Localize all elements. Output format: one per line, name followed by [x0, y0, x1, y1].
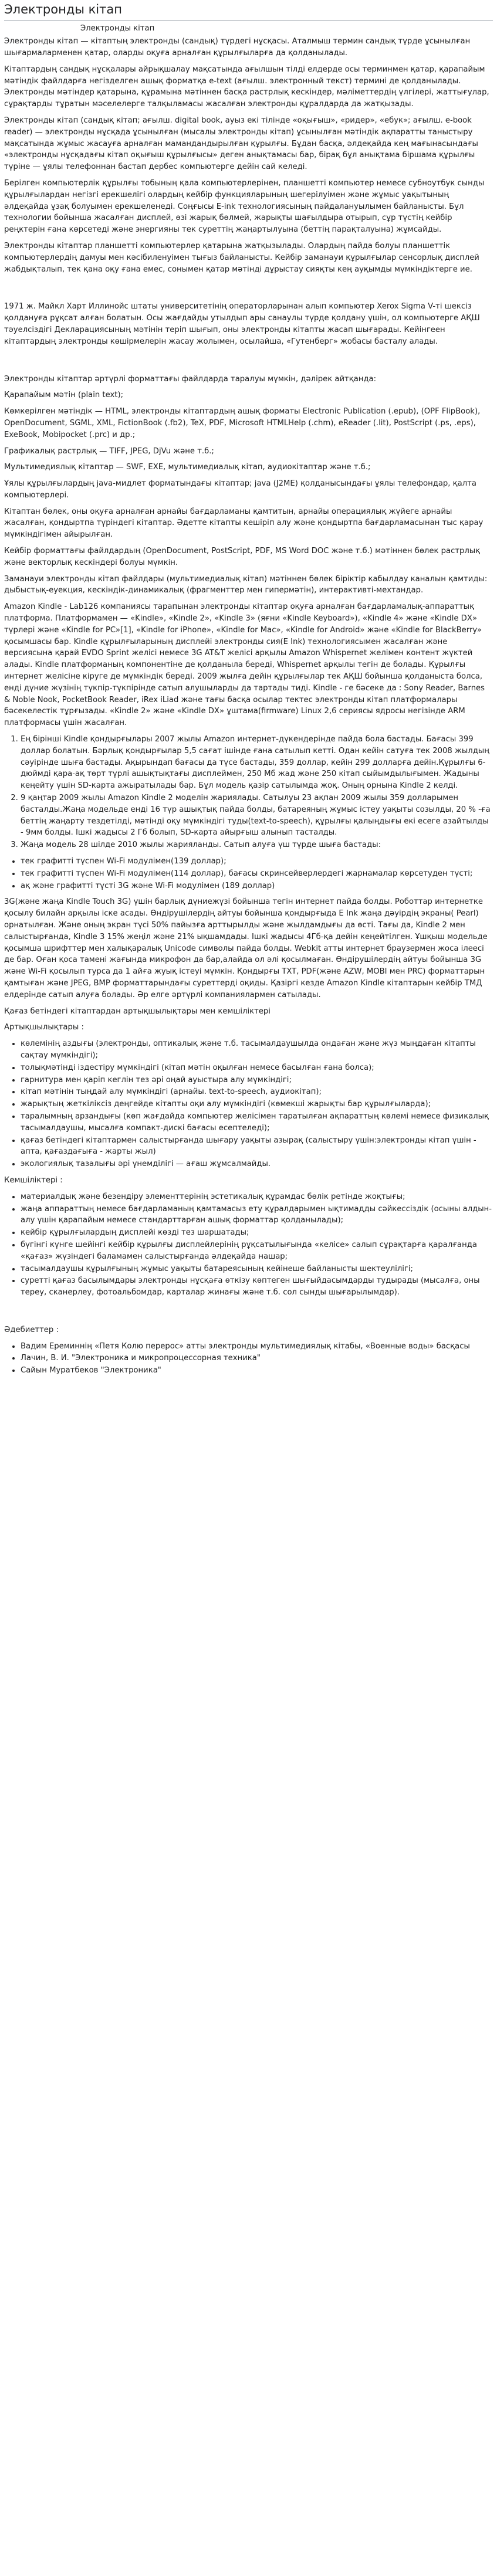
spacer — [4, 280, 493, 301]
history-paragraph: 1971 ж. Майкл Харт Иллинойс штаты университетінің операторларынан алып компьютер Xerox Sigma V-ті шексіз қолдануға рұқсат алған болатын. Осы жағдайды утылдып ары санаулы түрде қолдану үшін, ол компьютерге АҚШ тәуелсіздігі Декларациясының мәтінін теріп шығып, оны электронды кітапты жасап шығарады. Кейінгеен кітаптардың электронды көшірмелерін жасау жолымен, осылайша, «Гутенберг» жобасы басталу алады. — [4, 302, 480, 346]
page-subtitle: Электронды кітап — [80, 24, 155, 33]
kindle3-paragraph: 3G(және жаңа Kindle Touch 3G) үшін барлық дүниежүзі бойынша тегін интернет пайда болды. Роботтар интернетке қосылу билайн арқылы іске асады. Өндірушілердің айтуы бойынша қондырғыда E Ink жаңа дәуірдің экраны( Pearl) орнатылған. Және оның экран түсі 50% пайызға арттырылды және жылдамдығы да өсті. Тағы да, Kindle 2 мен салыстырғанда, Kindle 3 15% жеңіл және 21% ықшамдады. Ішкі жадысы 4Гб-қа дейін кеңейтілген. Ұшқыш модельде қосымша шрифттер мен халықаралық Unicode символы пайда болды. Webkit атты интернет браузермен жоса ілеесі де бар. Оған қоса тамені жағында микрофон да бар,алайда ол әлі қосылмаған. Өндірушілердің айтуы бойынша 3G және Wi-Fi қосылып турса да 1 айға жуық істеуі мүмкін. Қондырғы TXT, PDF(және AZW, MOBI мен PRC) форматтарын қамтыған және JPEG, BMP форматтарындағы суреттерді оқиды. Қазіргі кезде Amazon Kindle кітаптарын кейбір ТМД елдерінде сатып алуға болады. Әр елге әртүрлі компаниялармен сатылады. — [4, 897, 488, 999]
list-item: • бүгінгі күнге шейінгі кейбір құрылғы дисплейлерінің рұқсатылығында «келісе» салып сұрақтарға қаралғанда «қағаз» жүзіндегі баламамен салыстырғанда әлдеқайда нашар; — [21, 1239, 493, 1263]
intro-paragraph: Берілген компьютерлік құрылғы тобының қала компьютерлерінен, планшетті компьютер немесе субноутбук сынды құрылғылардан негізгі ерекшелігі олардың кейбір функцияларының шегерілуімен және жұмыс уақытының әлдеқайда ұзақ болуымен ерекшеленеді. Соңғысы E-ink технологиясының пайдалануылымен байланысты. Бұл технологии бойынша жасалған дисплей, өзі жарық бөлмей, жарықты шағылдыра отырып, сұр түстің кейбір реңктерін ғана көрсетеді және энергияны тек суреттің жаңартылуына (беттің парақталуына) жұмсайды. — [4, 178, 485, 235]
list-item: • кітап мәтінін тыңдай алу мүмкіндігі (арнайы. text-to-speech, аудиокітап); — [21, 1086, 493, 1098]
list-item: • экологиялық тазалығы әрі үнемділігі — ағаш жұмсалмайды. — [21, 1158, 493, 1170]
list-item: • Лачин, В. И. "Электроника и микропроцессорная техника" — [21, 1353, 493, 1364]
spacer — [4, 1303, 493, 1324]
page-title: Электронды кітап — [4, 0, 493, 21]
format-item: Графикалық растрлық — TIFF, JPEG, DjVu және т.б.; — [4, 446, 214, 456]
intro-paragraph: Электронды кітап — кітаптың электронды (сандық) түрдегі нұсқасы. Аталмыш термин сандық түрде ұсынылған шығармаларменен қатар, оларды оқуға арналған құрылғыларға да қолданылады. — [4, 37, 471, 57]
list-item: • тасымалдаушы құрылғының жұмыс уақыты батареяcының кейінеше байланысты шектеулілігі; — [21, 1263, 493, 1275]
body-paragraph: Заманауи электронды кітап файлдары (мультимедиалық кітап) мәтіннен бөлек біріктір кабылдау каналын қамтиды: дыбыстық-еуекция, кескіндік-динамикалық (фрагменттер мен гипермәтін), интерактивті-мехтандар. — [4, 574, 488, 595]
list-item: • суреттi қағаз басылымдары электронды нұсқаға өткізу көптеген шығыйдасымдарды тудырады (мысалға, оны тереу, сканерлеу, фотоальбомдар, карталар жинағы және т.б. сол сынды шығарылымдар). — [21, 1275, 493, 1299]
list-item: • жаңа аппараттың немесе бағдарламаның қамтамасыз ету құралдарымен ықтимадды сәйкессіздік (осыны алдын-алу үшін қарапайым немесе стандарттарған ашық форматтар қолданылады); — [21, 1204, 493, 1227]
intro-paragraph: Электронды кітаптар планшетті компьютерлер қатарына жатқызылады. Олардың пайда болуы планшеттік компьютерлердің дамуы мен кәсібиленуімен тығыз байланысты. Кейбір заманауи құрылғылар сенсорлық дисплей жабдықталып, тек қана оқу ғана емес, сонымен қатар мәтінді дұрыстау сияқты кең ауқымды мүмкіндіктерге ие. — [4, 241, 479, 274]
list-item: • қағаз бетіндегі кітаптармен салыстырғанда шығару уақыты азырақ (салыстыру үшін:электронды кітап үшін - апта, қағаздағыға - жарты жыл) — [21, 1135, 493, 1158]
sources-title: Әдебиеттер : — [4, 1325, 59, 1334]
advantages-intro: Қағаз бетіндегі кітаптардан артықшылықтары мен кемшіліктері — [4, 1006, 271, 1016]
format-item: Көмкерілген мәтіндік — HTML, электронды кітаптардың ашық форматы Electronic Publication (.epub), (OPF FlipBook), OpenDocument, SGML, XML, FictionBook (.fb2), TeX, PDF, Microsoft HTMLHelp (.chm), eReader (.lit), PostScript (.ps, .eps), ExeBook, Mobipocket (.prc) и др.; — [4, 407, 481, 439]
intro-paragraph: Электронды кітап (сандық кітап; ағылш. digital book, ауыз екі тілінде «оқығыш», «ридер», «ебук»; ағылш. e-book reader) — электронды нұсқада ұсынылған (мысалы электронды кітап) ұсынылған мәтіндік ақпаратты таныстыру мақсатында жұмыс жасауға арналған мамандандырылған құрылғы. Бұдан басқа, әлдеқайда кең мағынасындағы «электронды нұсқадағы кітап оқығыш құрылғысы» деген анықтамасы бар, бірақ бұл анықтама біршама құрылғы түріне — ұялы телефоннан бастап дербес компьютерге дейін сай келеді. — [4, 116, 478, 172]
list-item: • тек графитті түспен Wi-Fi модулімен(139 доллар); — [21, 856, 493, 867]
list-item: • Вадим Ереминнің «Петя Колю перерос» атты электронды мультимедиялық кітабы, «Военные воды» басқасы — [21, 1341, 493, 1353]
advantages-title: Артықшылықтары : — [4, 1023, 84, 1032]
new-models-list — [4, 856, 493, 892]
kindle-history-list — [4, 734, 493, 851]
list-item: • жарықтың жеткіліксіз деңгейде кітапты оқи алу мүмкіндігі (көмекші жарықты бар құрылғыларда); — [21, 1099, 493, 1110]
list-item: • ақ және графитті түсті 3G және Wi-Fi модулімен (189 доллар) — [21, 880, 493, 892]
body-paragraph: Кейбір форматтағы файлдардың (OpenDocument, PostScript, PDF, MS Word DOC және т.б.) мәтіннен бөлек растрлық және векторлық кескіндері болуы мүмкін. — [4, 547, 481, 567]
kindle-paragraph: Amazon Kindle - Lab126 компаниясы тарапынан электронды кітаптар оқуға арналған бағдарламалық-аппараттық платформа. Платформамен — «Kindle», «Kindle 2», «Kindle 3» (яғни «Kindle Keyboard»), «Kindle 4» және «Kindle DX» түрлері және «Kindle for PC»[1], «Kindle for iPhone», «Kindle for Mac», «Kindle for Android» және «Kindle for BlackBerry» қосымшасы бар. Kindle құрылғыларының дисплейі электронды сия(E Ink) технологиясымен жасалған және версиясына қарай EVDO Sprint желісі немесе 3G AT&T желісі арқылы Amazon Whispernet желімен контент жүктей алады. Kindle платформаның компонентіне де қолданыла береді, Whispernet арқылы тегін де болады. Құрылғы интернет желісіне кіруге де мүмкіндік береді. 2009 жылға дейін құрылғылар тек АҚШ бойынша қолданыста болса, енді дүние жүзінің түкпір-түкпірінде сатып алушыларды да тартады тиді. Kindle - ге бәсеке да : Sony Reader, Barnes & Noble Nook, PocketBook Reader, iRex iLiad және тағы басқа осылар тектес электронды кітап платформалары бәсекелестік тұрғызады. «Kindle 2» және «Kindle DX» ұштама(firmware) Linux 2,6 сериясы ядросы негізінде ARM платформасы үшін жасалған. — [4, 602, 485, 728]
list-item: 2. 9 қаңтар 2009 жылы Amazon Kindle 2 моделін жариялады. Сатылуы 23 ақпан 2009 жылы 359 долларымен басталды.Жаңа модельде енді 16 түр ашықтық пайда болды, батареяның жұмыс істеу уақыты созылды, 20 % -ға беттің жаңарту тездетілді, мәтінді оқу мүмкіндігі туды(text-to-speech), құрылғы қалыңдығы екі есеге азайтылды - 9мм болды. Ішкі жадысы 2 Гб болып, SD-карта айырғыш алынып тасталды. — [21, 792, 493, 839]
body-paragraph: Кітаптан бөлек, оны оқуға арналған арнайы бағдарламаны қамтитын, арнайы операциялық жүйеге арнайы жасалған, қондыртпа түріндегі кітаптар. Әдетте кітапты кешіріп алу және қондыртпа бағдарламасынан тыс қарау мүмкіндігімен айырылған. — [4, 507, 484, 540]
list-item: 3. Жаңа модель 28 шілде 2010 жылы жарияланды. Сатып алуға үш түрде шыға бастады: — [21, 839, 493, 851]
list-item: • материалдық және безендіру элементтерінің эстетикалық құрамдас бөлік ретінде жоқтығы; — [21, 1191, 493, 1203]
advantages-list — [4, 1038, 493, 1170]
sources-list — [4, 1341, 493, 1377]
list-item: • толықмәтінді іздестіру мүмкіндігі (кітап мәтін оқылған немесе басылған ғана болса); — [21, 1062, 493, 1074]
list-item: • көлемінің аздығы (электронды, оптикалық және т.б. тасымалдаушылда ондаған және жүз мыңдаған кітапты сақтау мүмкіндігі); — [21, 1038, 493, 1062]
format-item: Ұялы құрылғылардың java-мидлет форматындағы кітаптар; java (J2ME) қолданысындағы ұялы телефондар, қалта компьютерлері. — [4, 479, 476, 500]
disadvantages-list — [4, 1191, 493, 1299]
list-item: • гарнитура мен қаріп кеглін тез әрі оңай ауыстыра алу мүмкіндігі; — [21, 1075, 493, 1086]
intro-paragraph: Кітаптардың сандық нұсқалары айрықшалау мақсатында ағылшын тілді елдерде осы терминмен қатар, қарапайым мәтіндік файлдарға негізделген ашық форматқа e-text (ағылш. электронный текст) термині де қолданылады. Электронды мәтіндер қатарына, құрамына мәтіннен басқа растрлық кескіндер, мәліметтердің үлгілері, жаттығулар, сұрақтарды тұратын мәселелерге талқыламасы жасалған электронды құралдарда да жатқызады. — [4, 65, 489, 109]
formats-intro: Электронды кітаптар әртүрлі форматтағы файлдарда таралуы мүмкін, дәлірек айтқанда: — [4, 374, 377, 384]
list-item: • тек графитті түспен Wi-Fi модулімен(114 доллар), бағасы скринсейверлердегі жарнамалар көрсетуден түсті; — [21, 868, 493, 880]
list-item: • таралымның арзандығы (көп жағдайда компьютер желісімен таратылған ақпараттың көлемі немесе физикалық тасымалдаушы, мысалға компакт-дискі бағасы есептеледі); — [21, 1111, 493, 1134]
spacer — [4, 352, 493, 374]
list-item: 1. Ең бірінші Kindle қондырғылары 2007 жылы Amazon интернет-дүкендерінде пайда бола бастады. Бағасы 399 доллар болатын. Бәрлық қондырғылар 5,5 сағат ішінде ғана сатылып кетті. Одан кейін сатуға тек 2008 жылдың сәуірінде шыға бастады. Ақырындап бағасы да түсе бастады, 359 доллар, кейін 299 долларға дейін.Құрылғы 6-дюймді қара-ақ төрт түрлі ашықтықтағы дисплеймен, 250 Мб жад және 250 кітап сыйымдылығымен. Жадыны кеңейту үшін SD-карта ажыратылады бар. Бұл модель қазір сатылымда жоқ. Оның орнына Kindle 2 келді. — [21, 734, 493, 792]
format-item: Қарапайым мәтін (plain text); — [4, 391, 124, 400]
format-item: Мультимедиялық кітаптар — SWF, EXE, мультимедиалық кітап, аудиокітаптар және т.б.; — [4, 463, 371, 472]
list-item: • кейбір құрылғылардың дисплейі көзді тез шаршатады; — [21, 1227, 493, 1239]
disadvantages-title: Кемшіліктері : — [4, 1175, 63, 1185]
list-item: • Сайын Муратбеков "Электроника" — [21, 1365, 493, 1377]
